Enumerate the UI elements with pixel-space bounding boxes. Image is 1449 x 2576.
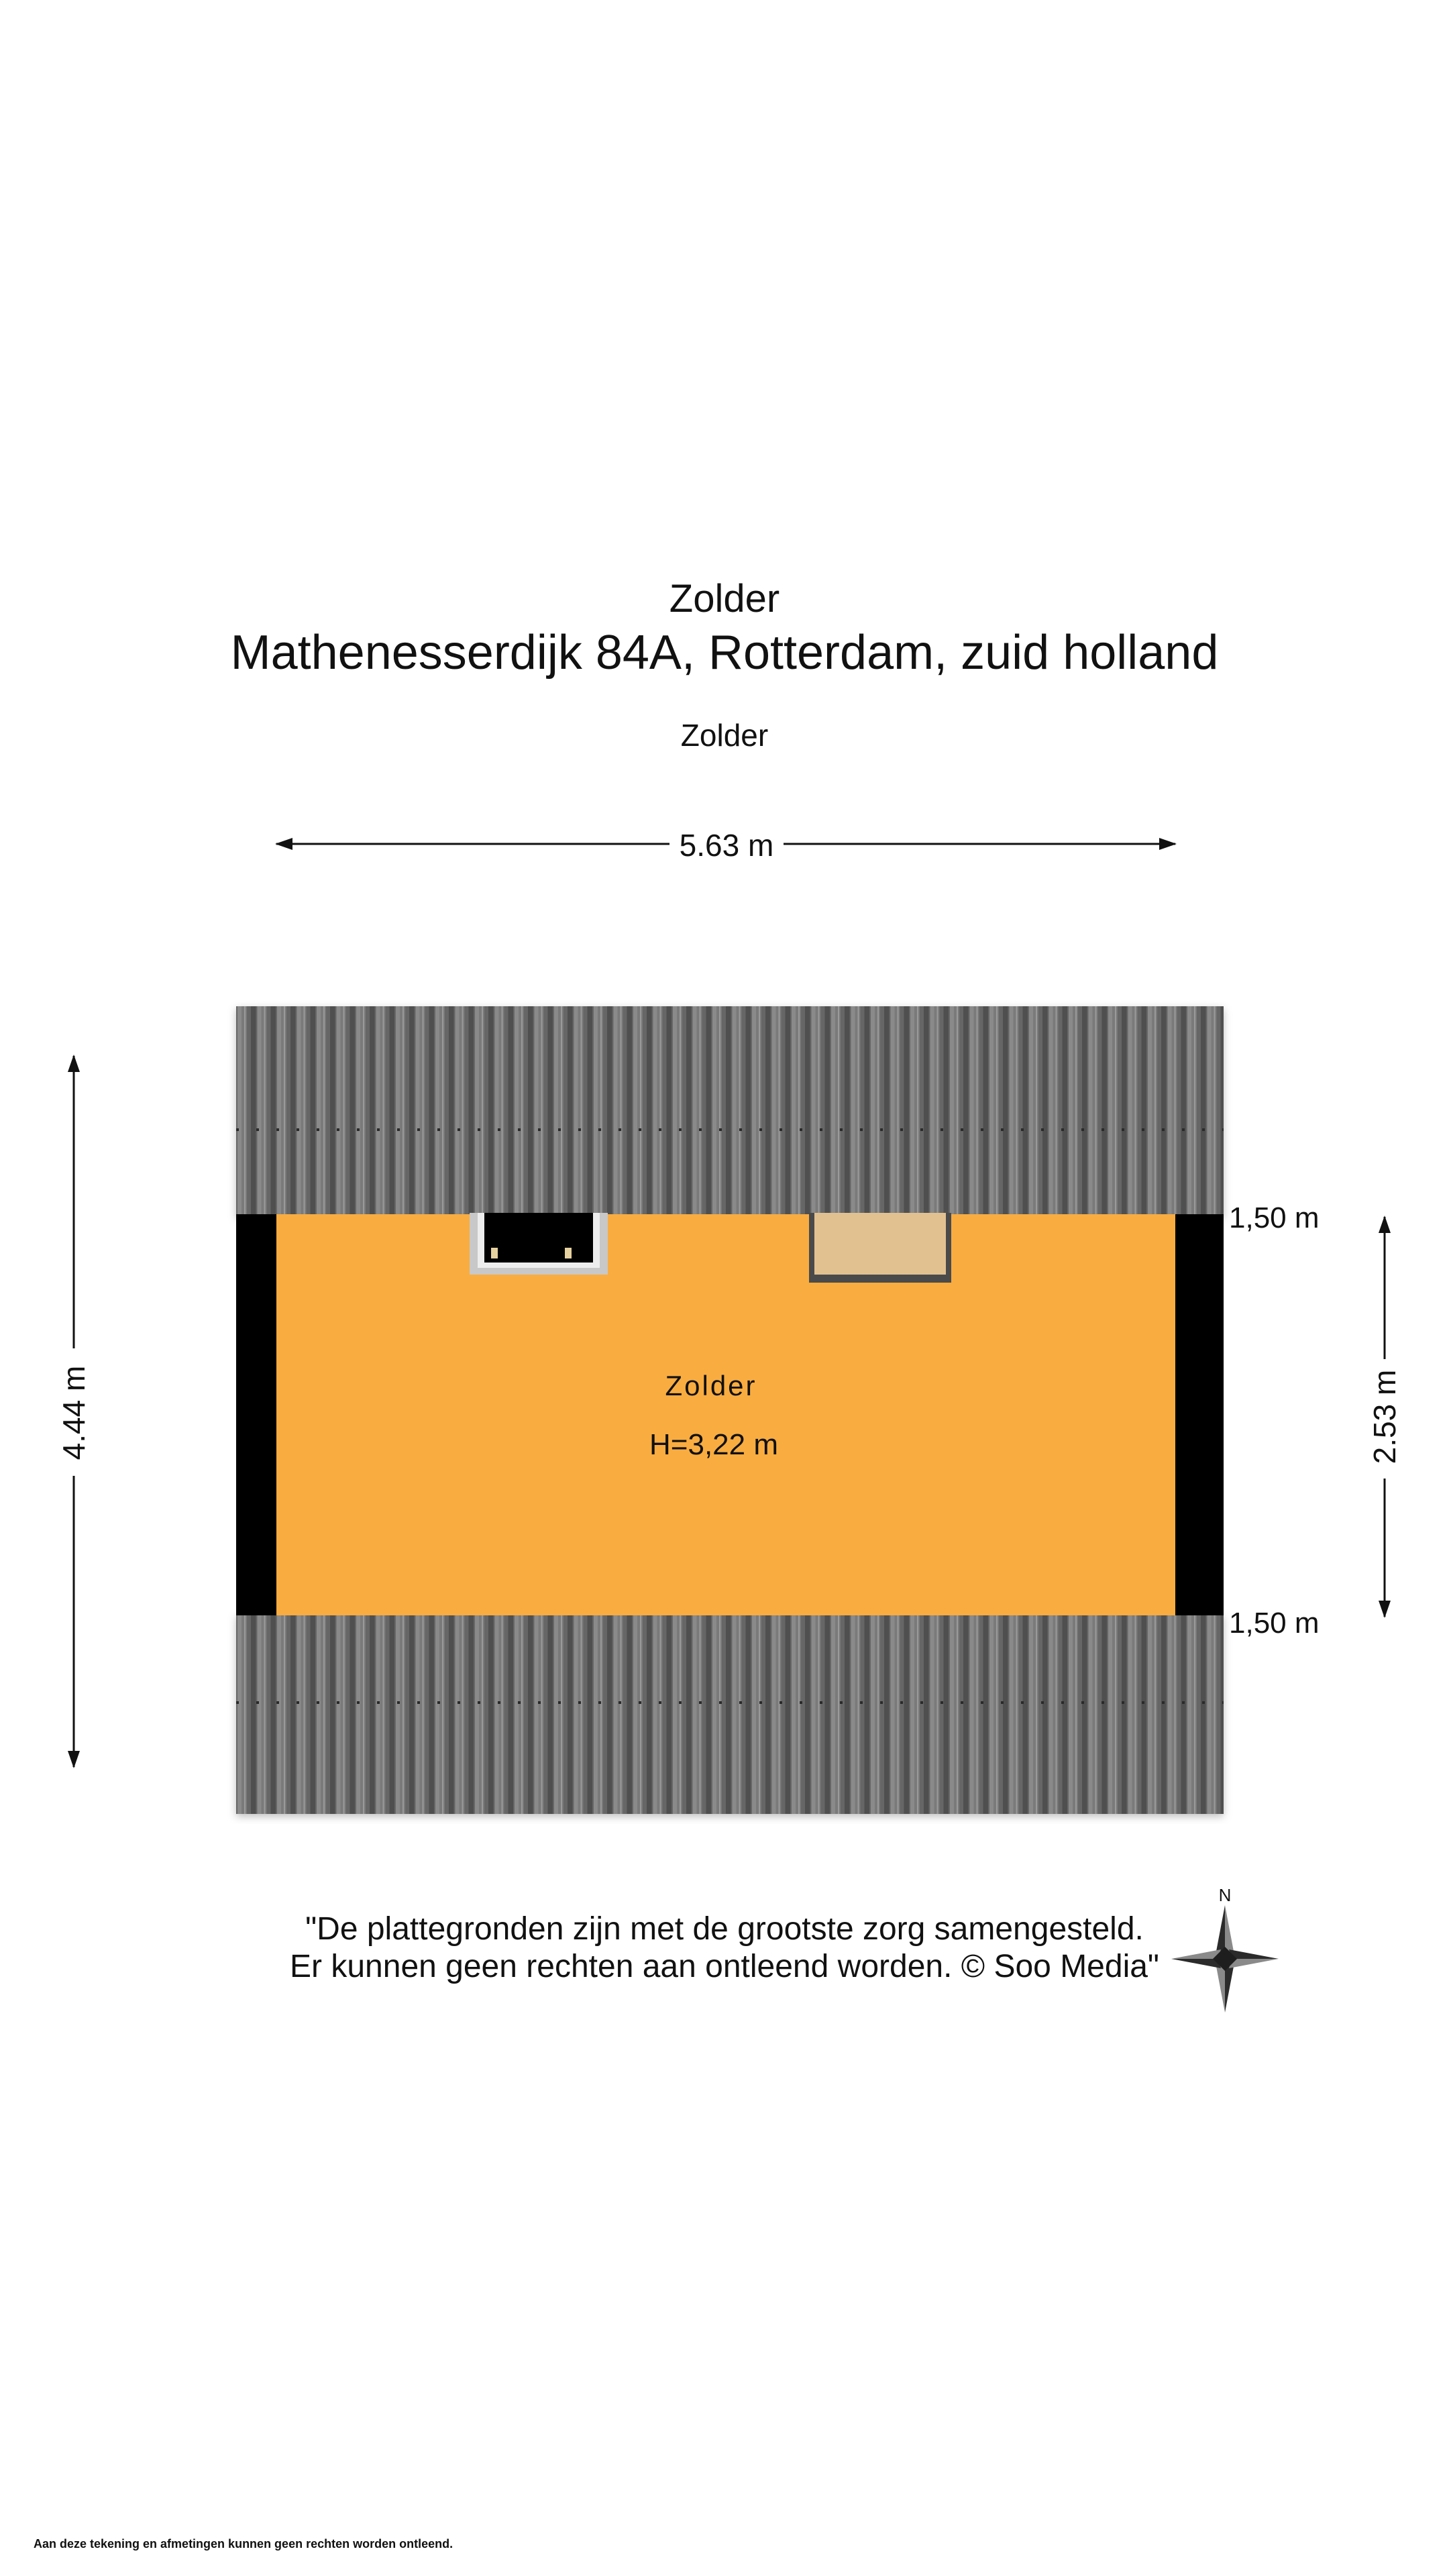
roof-top	[236, 1006, 1224, 1216]
footnote: Aan deze tekening en afmetingen kunnen geen rechten worden ontleend.	[34, 2537, 453, 2551]
room-floor	[236, 1214, 1224, 1615]
knee-height-top: 1,50 m	[1229, 1201, 1320, 1234]
disclaimer-line-1: "De plattegronden zijn met de grootste zorg samengesteld.	[305, 1911, 1144, 1947]
floor-subtitle: Zolder	[680, 718, 769, 753]
width-label: 5.63 m	[679, 828, 774, 863]
disclaimer	[0, 1911, 1449, 1986]
right-wall	[1175, 1214, 1224, 1615]
disclaimer-line-2: Er kunnen geen rechten aan ontleend worden. © Soo Media"	[290, 1949, 1159, 1984]
room-height: H=3,22 m	[649, 1428, 778, 1461]
room-name: Zolder	[665, 1370, 757, 1401]
roof-bottom	[236, 1614, 1224, 1814]
depth-label: 4.44 m	[56, 1365, 91, 1460]
left-wall	[236, 1214, 276, 1615]
compass-north-label: N	[1218, 1885, 1232, 1905]
floor-title: Zolder	[669, 577, 780, 621]
knee-height-bottom: 1,50 m	[1229, 1607, 1320, 1640]
address-title: Mathenesserdijk 84A, Rotterdam, zuid holland	[230, 626, 1219, 680]
inner-depth-label: 2.53 m	[1367, 1369, 1402, 1464]
roof-hatch	[809, 1213, 951, 1283]
chimney-element	[470, 1213, 608, 1275]
